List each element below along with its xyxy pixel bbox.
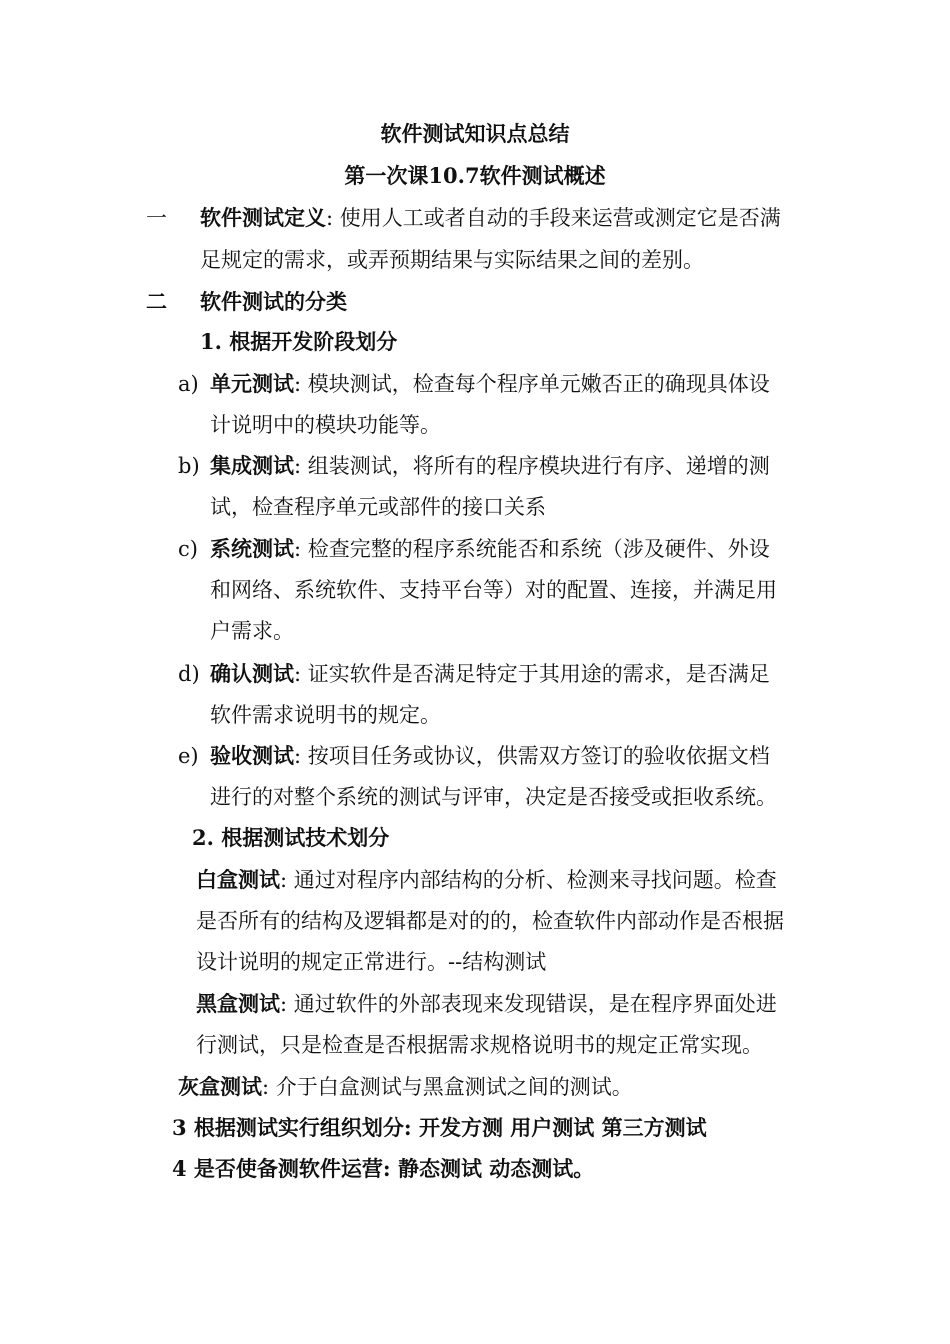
- section-1-term: 软件测试定义: [200, 205, 326, 230]
- list-item-c-text-3: 户需求。: [210, 619, 294, 643]
- list-item-e-line-1: [210, 742, 770, 770]
- list-item-a-text-1: 模块测试，检查每个程序单元嫩否正的确现具体设: [307, 372, 770, 396]
- list-item-e-colon: :: [294, 744, 302, 768]
- list-item-d-marker: d): [178, 662, 200, 686]
- document-title: 软件测试知识点总结: [380, 121, 570, 146]
- list-item-c-term: 系统测试: [210, 536, 294, 561]
- list-item-b-colon: :: [294, 454, 302, 478]
- list-item-c-line-1: [210, 535, 770, 563]
- black-box-line-1: [196, 990, 777, 1018]
- gray-box-term: 灰盒测试: [178, 1074, 262, 1099]
- white-box-text-2: 是否所有的结构及逻辑都是对的的，检查软件内部动作是否根据: [196, 909, 784, 933]
- list-item-b-text-1: 组装测试，将所有的程序模块进行有序、递增的测: [307, 454, 770, 478]
- black-box-text-2: 行测试，只是检查是否根据需求规格说明书的规定正常实现。: [196, 1033, 763, 1057]
- section-2-heading: 软件测试的分类: [200, 289, 347, 314]
- gray-box-colon: :: [262, 1075, 270, 1099]
- list-item-d-term: 确认测试: [210, 661, 294, 686]
- white-box-line-1: [196, 866, 777, 894]
- list-item-a-line-1: [210, 370, 770, 398]
- list-item-e-marker: e): [178, 744, 199, 768]
- list-item-a-colon: :: [294, 372, 302, 396]
- gray-box-line: [178, 1073, 633, 1101]
- item-4-line: 4 是否使备测软件运营: 静态测试 动态测试。: [172, 1156, 595, 1181]
- list-item-d-line-1: [210, 660, 770, 688]
- list-item-b-marker: b): [178, 454, 200, 478]
- list-item-d-text-1: 证实软件是否满足特定于其用途的需求，是否满足: [307, 662, 770, 686]
- black-box-term: 黑盒测试: [196, 991, 280, 1016]
- list-item-a-text-2: 计说明中的模块功能等。: [210, 413, 441, 437]
- list-item-e-text-2: 进行的对整个系统的测试与评审，决定是否接受或拒收系统。: [210, 785, 777, 809]
- black-box-colon: :: [280, 992, 288, 1016]
- section-2-number: 二: [146, 289, 167, 314]
- list-item-a-term: 单元测试: [210, 371, 294, 396]
- list-item-c-colon: :: [294, 537, 302, 561]
- white-box-text-3: 设计说明的规定正常进行。--结构测试: [196, 950, 547, 974]
- list-item-d-colon: :: [294, 662, 302, 686]
- subsection-1-heading: 1. 根据开发阶段划分: [200, 329, 398, 354]
- gray-box-text: 介于白盒测试与黑盒测试之间的测试。: [275, 1075, 633, 1099]
- white-box-term: 白盒测试: [196, 867, 280, 892]
- section-1-number: 一: [146, 206, 167, 230]
- white-box-text-1: 通过对程序内部结构的分析、检测来寻找问题。检查: [293, 868, 777, 892]
- list-item-b-term: 集成测试: [210, 453, 294, 478]
- item-3-line: 3 根据测试实行组织划分: 开发方测 用户测试 第三方测试: [172, 1115, 707, 1140]
- list-item-e-text-1: 按项目任务或协议，供需双方签订的验收依据文档: [307, 744, 770, 768]
- list-item-d-text-2: 软件需求说明书的规定。: [210, 703, 441, 727]
- list-item-b-line-1: [210, 452, 770, 480]
- black-box-text-1: 通过软件的外部表现来发现错误，是在程序界面处进: [293, 992, 777, 1016]
- section-1-colon: :: [326, 206, 334, 230]
- section-1-line-1: [200, 204, 781, 232]
- white-box-colon: :: [280, 868, 288, 892]
- section-1-text-2: 足规定的需求，或弄预期结果与实际结果之间的差别。: [200, 248, 704, 272]
- document-subtitle: 第一次课10.7软件测试概述: [344, 163, 606, 188]
- list-item-b-text-2: 试，检查程序单元或部件的接口关系: [210, 495, 546, 519]
- section-1-text-1: 使用人工或者自动的手段来运营或测定它是否满: [339, 206, 781, 230]
- subsection-2-heading: 2. 根据测试技术划分: [192, 825, 390, 850]
- list-item-c-marker: c): [178, 537, 198, 561]
- list-item-c-text-2: 和网络、系统软件、支持平台等）对的配置、连接，并满足用: [210, 578, 777, 602]
- list-item-e-term: 验收测试: [210, 743, 294, 768]
- list-item-c-text-1: 检查完整的程序系统能否和系统（涉及硬件、外设: [307, 537, 770, 561]
- list-item-a-marker: a): [178, 372, 199, 396]
